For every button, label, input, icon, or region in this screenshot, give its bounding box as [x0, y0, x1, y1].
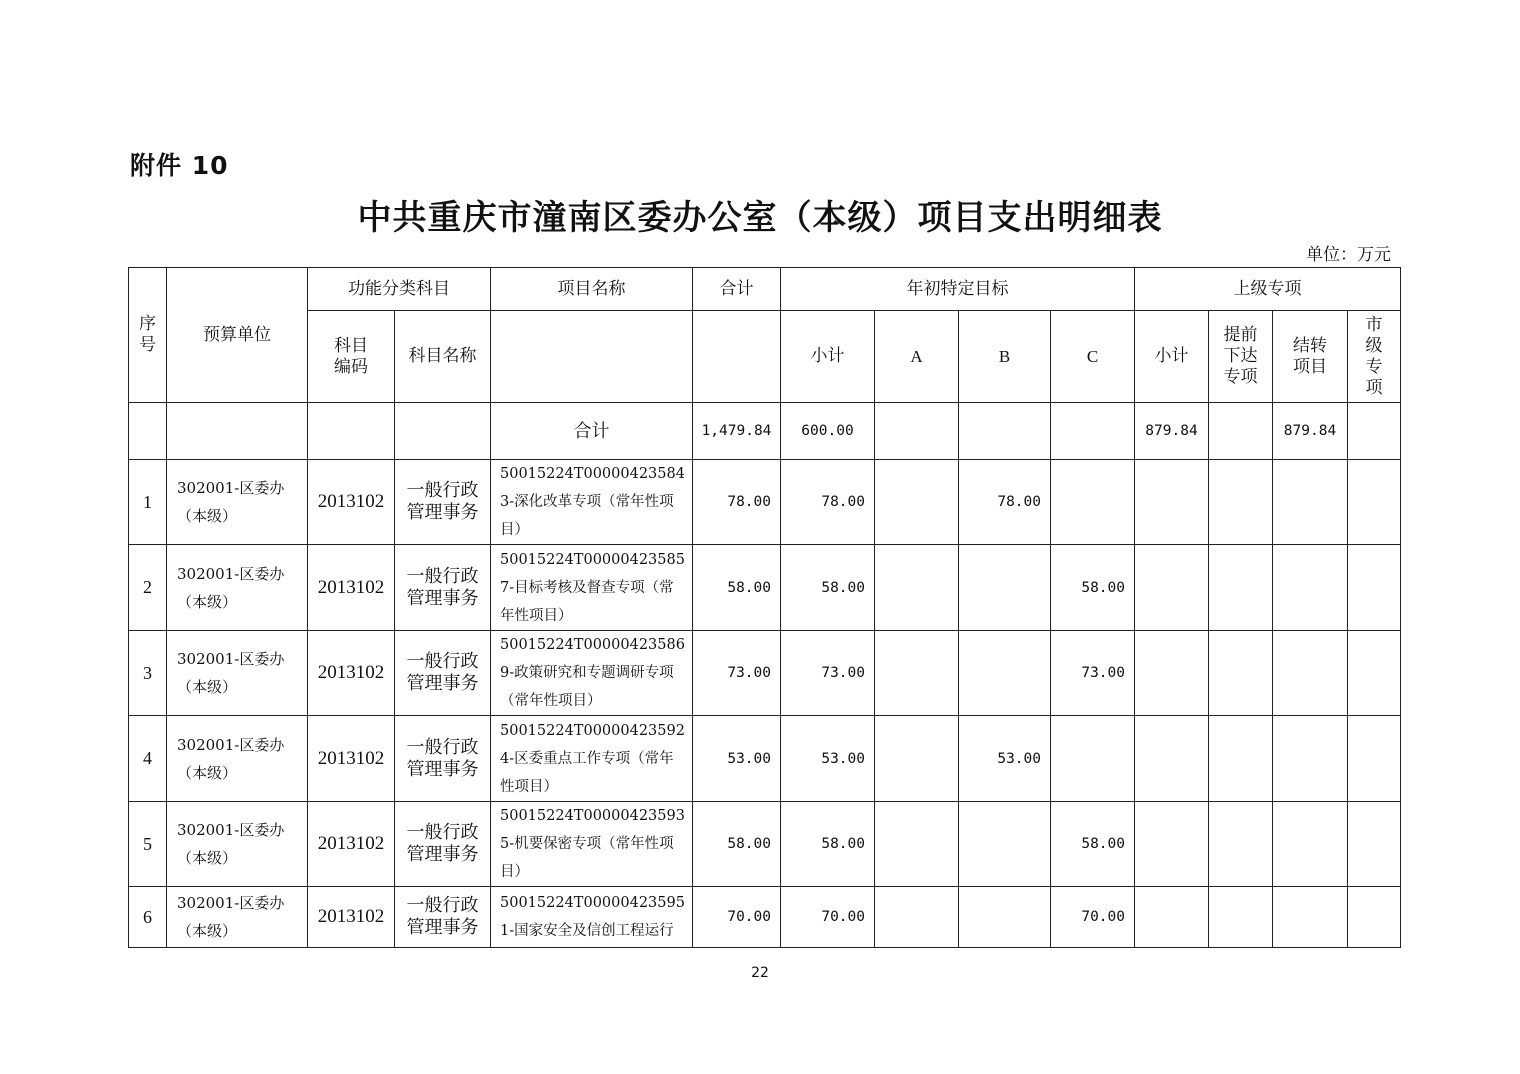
row-b [959, 545, 1051, 631]
row-subject-name: 一般行政管理事务 [395, 716, 491, 802]
header-blank-total [693, 311, 781, 403]
row-c: 73.00 [1051, 631, 1135, 716]
total-total: 1,479.84 [693, 403, 781, 460]
row-c: 58.00 [1051, 545, 1135, 631]
header-upper-subtotal: 小计 [1135, 311, 1209, 403]
row-subtotal: 53.00 [781, 716, 875, 802]
row-unit: 302001-区委办（本级） [167, 631, 308, 716]
row-a [875, 460, 959, 545]
header-func-class: 功能分类科目 [308, 268, 491, 311]
row-c [1051, 716, 1135, 802]
row-total: 70.00 [693, 887, 781, 948]
row-seq: 3 [129, 631, 167, 716]
row-b: 53.00 [959, 716, 1051, 802]
row-unit: 302001-区委办（本级） [167, 716, 308, 802]
table-row [129, 631, 1401, 716]
header-subject-code: 科目编码 [308, 311, 395, 403]
total-carryover: 879.84 [1273, 403, 1348, 460]
document-title: 中共重庆市潼南区委办公室（本级）项目支出明细表 [357, 198, 1163, 238]
header-target-a: A [875, 311, 959, 403]
row-unit: 302001-区委办（本级） [167, 887, 308, 948]
row-project: 50015224T000004235924-区委重点工作专项（常年性项目） [491, 716, 693, 802]
header-total: 合计 [693, 268, 781, 311]
header-carryover: 结转项目 [1273, 311, 1348, 403]
header-row-2 [129, 311, 1401, 403]
row-total: 53.00 [693, 716, 781, 802]
row-subtotal: 73.00 [781, 631, 875, 716]
row-subject-name: 一般行政管理事务 [395, 887, 491, 948]
row-c [1051, 460, 1135, 545]
header-target-subtotal: 小计 [781, 311, 875, 403]
row-total: 78.00 [693, 460, 781, 545]
row-project: 50015224T000004235843-深化改革专项（常年性项目） [491, 460, 693, 545]
row-subject-name: 一般行政管理事务 [395, 802, 491, 887]
row-project: 50015224T000004235935-机要保密专项（常年性项目） [491, 802, 693, 887]
page-number: 22 [751, 965, 769, 981]
header-target-b: B [959, 311, 1051, 403]
row-code: 2013102 [308, 887, 395, 948]
row-total: 58.00 [693, 802, 781, 887]
row-seq: 5 [129, 802, 167, 887]
row-project: 50015224T000004235857-目标考核及督查专项（常年性项目） [491, 545, 693, 631]
row-b [959, 887, 1051, 948]
row-c: 58.00 [1051, 802, 1135, 887]
total-target-subtotal: 600.00 [781, 403, 875, 460]
row-b [959, 631, 1051, 716]
row-b: 78.00 [959, 460, 1051, 545]
table-row [129, 802, 1401, 887]
row-seq: 1 [129, 460, 167, 545]
total-label: 合计 [491, 403, 693, 460]
row-project: 50015224T000004235869-政策研究和专题调研专项（常年性项目） [491, 631, 693, 716]
row-code: 2013102 [308, 716, 395, 802]
row-c: 70.00 [1051, 887, 1135, 948]
row-b [959, 802, 1051, 887]
table-row [129, 887, 1401, 948]
row-subtotal: 58.00 [781, 545, 875, 631]
row-seq: 6 [129, 887, 167, 948]
row-code: 2013102 [308, 460, 395, 545]
table-row [129, 716, 1401, 802]
header-target-c: C [1051, 311, 1135, 403]
row-code: 2013102 [308, 802, 395, 887]
row-a [875, 545, 959, 631]
unit-label: 单位：万元 [1306, 245, 1391, 265]
header-seq: 序号 [129, 268, 167, 403]
attachment-label: 附件 10 [130, 151, 229, 180]
header-blank-project [491, 311, 693, 403]
row-unit: 302001-区委办（本级） [167, 545, 308, 631]
table-row [129, 545, 1401, 631]
row-a [875, 631, 959, 716]
row-seq: 4 [129, 716, 167, 802]
header-annual-target: 年初特定目标 [781, 268, 1135, 311]
header-row-1 [129, 268, 1401, 311]
row-unit: 302001-区委办（本级） [167, 802, 308, 887]
row-subtotal: 70.00 [781, 887, 875, 948]
header-advance: 提前下达专项 [1209, 311, 1273, 403]
row-subtotal: 78.00 [781, 460, 875, 545]
row-unit: 302001-区委办（本级） [167, 460, 308, 545]
row-code: 2013102 [308, 631, 395, 716]
header-subject-name: 科目名称 [395, 311, 491, 403]
row-subject-name: 一般行政管理事务 [395, 631, 491, 716]
total-upper-subtotal: 879.84 [1135, 403, 1209, 460]
row-subject-name: 一般行政管理事务 [395, 460, 491, 545]
row-a [875, 802, 959, 887]
project-expenditure-table [128, 267, 1401, 948]
header-upper-special: 上级专项 [1135, 268, 1401, 311]
header-project-name: 项目名称 [491, 268, 693, 311]
row-seq: 2 [129, 545, 167, 631]
row-subtotal: 58.00 [781, 802, 875, 887]
row-a [875, 887, 959, 948]
row-subject-name: 一般行政管理事务 [395, 545, 491, 631]
header-budget-unit: 预算单位 [167, 268, 308, 403]
row-project: 50015224T000004235951-国家安全及信创工程运行 [491, 887, 693, 948]
header-city: 市级专项 [1348, 311, 1401, 403]
row-code: 2013102 [308, 545, 395, 631]
row-total: 58.00 [693, 545, 781, 631]
row-a [875, 716, 959, 802]
row-total: 73.00 [693, 631, 781, 716]
table-row [129, 460, 1401, 545]
total-row [129, 403, 1401, 460]
